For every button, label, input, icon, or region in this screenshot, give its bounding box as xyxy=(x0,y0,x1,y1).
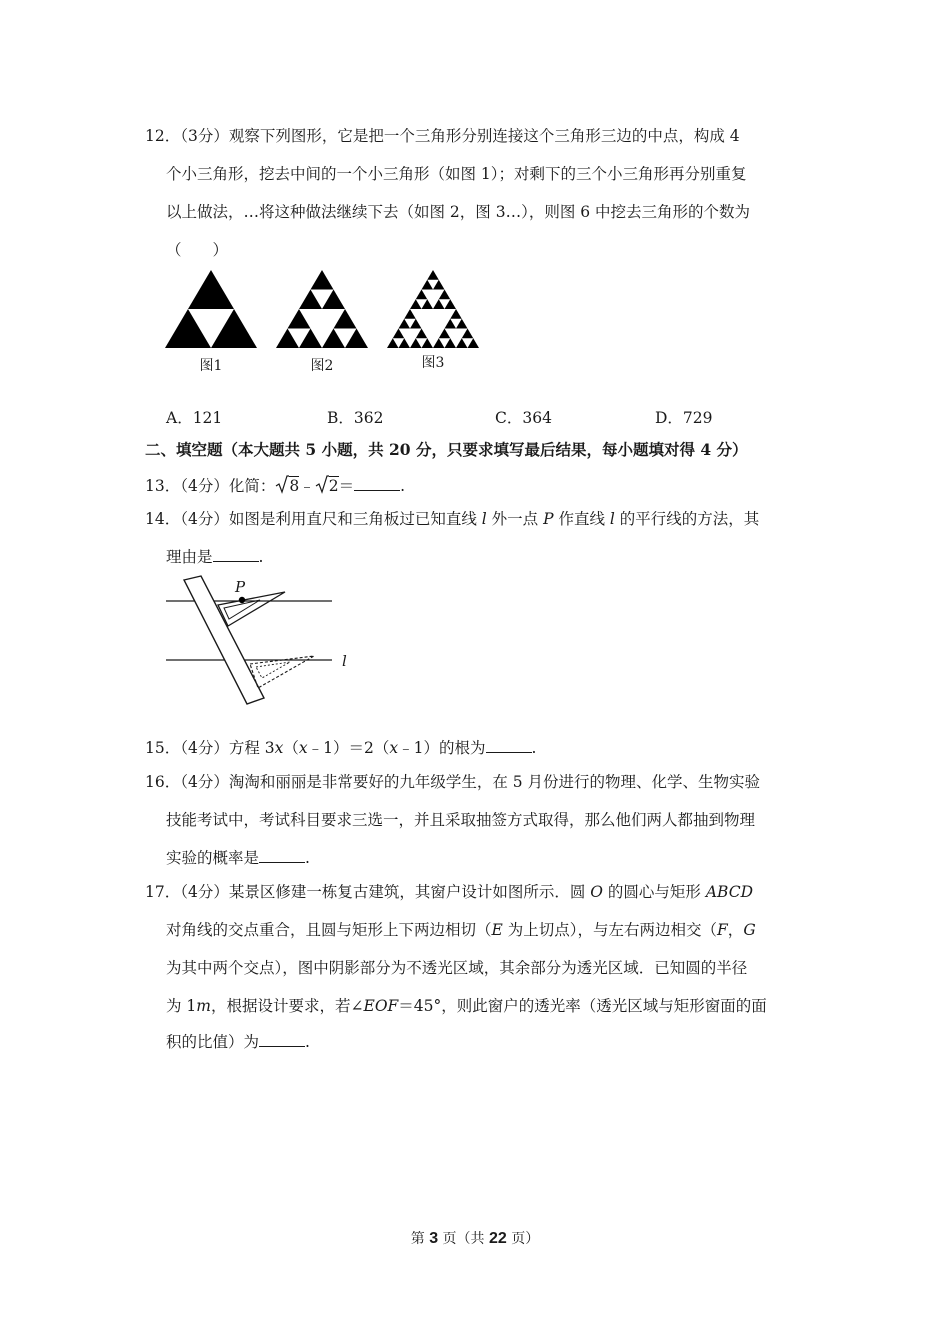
q17-line-5: 积的比值）为 . xyxy=(166,1033,310,1051)
q13-line xyxy=(145,475,405,496)
q17-line-2: 对角线的交点重合，且圆与矩形上下两边相切（E 为上切点），与左右两边相交（F，G xyxy=(166,921,756,939)
sqrt-sign-icon xyxy=(275,475,289,495)
sqrt-sign-icon xyxy=(315,475,329,495)
q14-line-1: 14．（4分）如图是利用直尺和三角板过已知直线 l 外一点 P 作直线 l 的平行线的方法，其 xyxy=(145,510,760,528)
sqrt-2: 2 xyxy=(315,475,339,496)
q13-equals: ＝ xyxy=(338,477,355,495)
option-d[interactable]: D．729 xyxy=(655,409,713,427)
page-footer: 第 3 页（共 22 页） xyxy=(410,1230,540,1247)
q13-end: . xyxy=(400,477,406,495)
option-b[interactable]: B．362 xyxy=(327,409,384,427)
figure-2-caption: 图2 xyxy=(310,358,334,374)
q17-line-1: 17．（4分）某景区修建一栋复古建筑，其窗户设计如图所示．圆 O 的圆心与矩形 ABCD xyxy=(145,883,754,901)
q13-answer-blank[interactable] xyxy=(354,476,400,491)
sierpinski-figure-2 xyxy=(274,268,370,350)
sierpinski-figure-1 xyxy=(163,268,259,350)
q16-line-1: 16．（4分）淘淘和丽丽是非常要好的九年级学生，在 5 月份进行的物理、化学、生物实验 xyxy=(145,773,761,791)
figure-label-p: P xyxy=(235,578,246,596)
q13-prefix: 13．（4分）化简： xyxy=(145,477,276,495)
q15-line: 15．（4分）方程 3x（x﹣1）＝2（x﹣1）的根为 . xyxy=(145,739,537,757)
section-heading-fill-blank: 二、填空题（本大题共 5 小题，共 20 分，只要求填写最后结果，每小题填对得 4 分） xyxy=(145,440,748,459)
q16-line-3: 实验的概率是 . xyxy=(166,849,310,867)
page-number: 3 xyxy=(429,1230,439,1247)
q13-minus: ﹣ xyxy=(299,477,315,495)
total-pages: 22 xyxy=(489,1230,507,1247)
q16-line-2: 技能考试中，考试科目要求三选一，并且采取抽签方式取得，那么他们两人都抽到物理 xyxy=(166,811,756,829)
option-a[interactable]: A．121 xyxy=(166,409,223,427)
sqrt-8: 8 xyxy=(275,475,299,496)
q15-answer-blank[interactable] xyxy=(486,738,532,753)
option-c[interactable]: C．364 xyxy=(495,409,552,427)
ruler-triangle-figure xyxy=(160,572,350,712)
q12-line-4: （ ） xyxy=(166,241,229,259)
q14-line-2: 理由是 . xyxy=(166,548,264,566)
sierpinski-figure-3 xyxy=(385,268,481,350)
q17-answer-blank[interactable] xyxy=(259,1032,305,1047)
q17-line-4: 为 1m，根据设计要求，若∠EOF＝45°，则此窗户的透光率（透光区域与矩形窗面的面 xyxy=(166,997,767,1015)
q12-line-1: 12．（3分）观察下列图形，它是把一个三角形分别连接这个三角形三边的中点，构成 4 xyxy=(145,127,740,145)
figure-1-caption: 图1 xyxy=(199,358,223,374)
figure-3-caption: 图3 xyxy=(421,355,445,371)
q16-answer-blank[interactable] xyxy=(259,848,305,863)
q14-answer-blank[interactable] xyxy=(213,547,259,562)
q17-line-3: 为其中两个交点），图中阴影部分为不透光区域，其余部分为透光区域．已知圆的半径 xyxy=(166,959,748,977)
q12-line-2: 个小三角形，挖去中间的一个小三角形（如图 1）；对剩下的三个小三角形再分别重复 xyxy=(166,165,747,183)
figure-label-l: l xyxy=(342,652,347,670)
q12-line-3: 以上做法，…将这种做法继续下去（如图 2，图 3…），则图 6 中挖去三角形的个数为 xyxy=(166,203,751,221)
